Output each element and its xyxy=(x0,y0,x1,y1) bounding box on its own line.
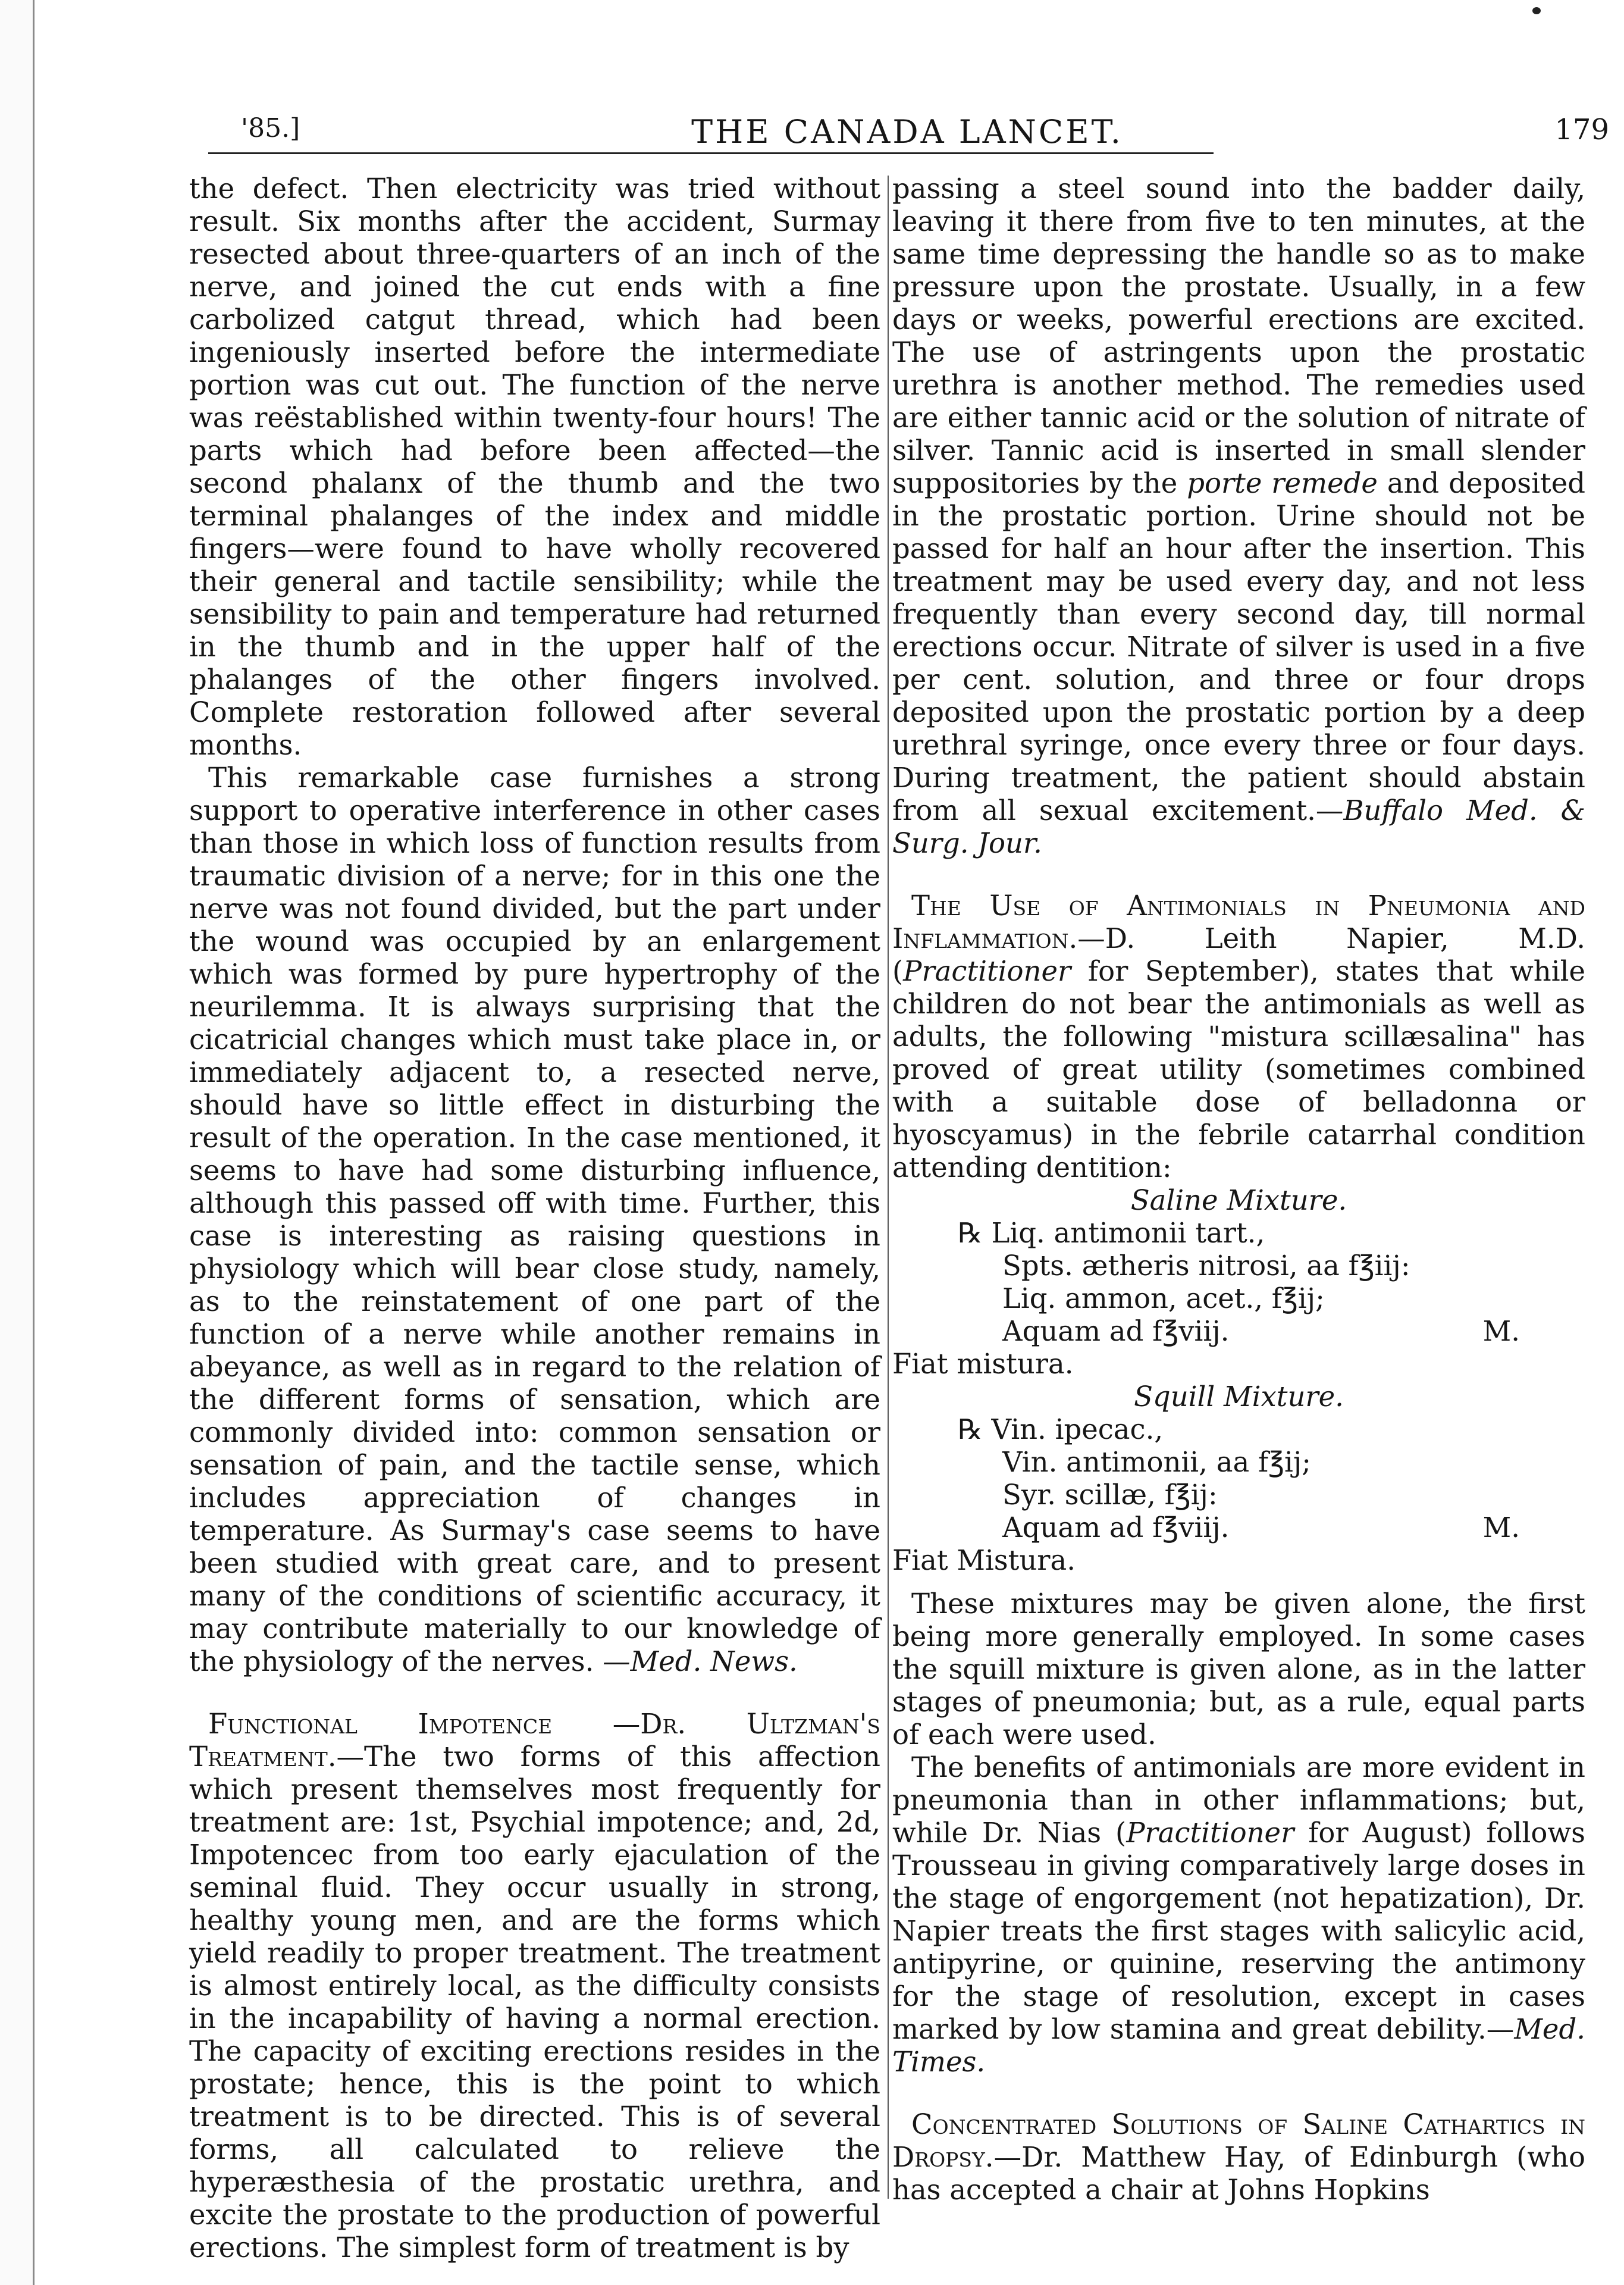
section-paragraph xyxy=(892,2108,1585,2206)
source-citation: Med. Times. xyxy=(892,2013,1585,2078)
journal-title: THE CANADA LANCET. xyxy=(691,113,1123,151)
section-heading: The Use of Antimonials in Pneumonia and Inflammation. xyxy=(892,890,1585,954)
recipe-line: Liq. ammon, acet., f℥ij; xyxy=(1002,1282,1325,1314)
paragraph-text: and deposited in the prostatic portion. Urine should not be passed for half an hour after the insertion. This treatment may be used every day, and not less frequently than every second day, till normal erections occur. Nitrate of silver is used in a five per cent. solution, and three or four drops deposited upon the prostatic portion by a deep urethral syringe, once every three or four days. During treatment, the patient should abstain from all sexual excitement.— xyxy=(892,467,1585,827)
recipe-fiat: Fiat mistura. xyxy=(892,1348,1074,1380)
paragraph-text: passing a steel sound into the badder daily, leaving it there from five to ten minutes, at the same time depressing the handle so as to make pressure upon the prostate. Usually, in a few days or weeks, powerful erections are excited. The use of astringents upon the prostatic urethra is another method. The remedies used are either tannic acid or the solution of nitrate of silver. Tannic acid is inserted in small slender suppositories by the xyxy=(892,173,1585,499)
paragraph-text: —Dr. Matthew Hay, of Edinburgh (who has accepted a chair at Johns Hopkins xyxy=(892,2141,1585,2206)
paragraph: These mixtures may be given alone, the first being more generally employed. In some cases the squill mixture is given alone, as in the latter stages of pneumonia; but, as a rule, equal parts of each were used. xyxy=(892,1588,1585,1751)
source-citation: Buffalo Med. & Surg. Jour. xyxy=(892,794,1585,859)
right-column xyxy=(892,173,1585,2237)
squill-recipe xyxy=(958,1413,1585,1544)
column-divider xyxy=(888,176,889,2199)
paragraph: the defect. Then electricity was tried without result. Six months after the accident, Surmay resected about three-quarters of an inch of the nerve, and joined the cut ends with a fine carbolized catgut thread, which had been ingeniously inserted before the intermediate portion was cut out. The function of the nerve was reëstablished within twenty-four hours! The parts which had before been affected—the second phalanx of the thumb and the two terminal phalanges of the index and middle fingers—were found to have wholly recovered their general and tactile sensibility; while the sensibility to pain and temperature had returned in the thumb and in the upper half of the phalanges of the other fingers involved. Complete restoration followed after several months. xyxy=(189,173,880,761)
italic-term: Practitioner xyxy=(903,955,1071,987)
paragraph-text: —The two forms of this affection which present themselves most frequently for treatment are: 1st, Psychial impotence; and, 2d, Impotencec from too early ejaculation of the seminal fluid. They occur usually in strong, healthy young men, and are the forms which yield readily to proper treatment. The treatment is almost entirely local, as the difficulty consists in the incapability of having a normal erection. The capacity of exciting erections resides in the prostate; hence, this is the point to which treatment is to be directed. This is of several forms, all calculated to relieve the hyperæsthesia of the prostatic urethra, and excite the prostate to the production of powerful erections. The simplest form of treatment is by xyxy=(189,1741,880,2264)
recipe-line: ℞ Vin. ipecac., xyxy=(958,1413,1164,1445)
section-heading: Concentrated Solutions of Saline Cathartics in Dropsy. xyxy=(892,2108,1585,2173)
italic-term: porte remede xyxy=(1187,467,1378,499)
paragraph-text: The benefits of antimonials are more evident in pneumonia than in other inflammations; but, while Dr. Nias ( xyxy=(892,1751,1585,1849)
header-year: '85.] xyxy=(241,113,300,143)
paragraph xyxy=(892,173,1585,860)
paragraph xyxy=(892,1751,1585,2079)
recipe-title: Squill Mixture. xyxy=(1134,1381,1344,1413)
paragraph-text: for August) follows Trousseau in giving comparatively large doses in the stage of engorgement (not hepatization), Dr. Napier treats the first stages with salicylic acid, antipyrine, or quinine, reserving the antimony for the stage of resolution, except in cases marked by low stamina and great debility.— xyxy=(892,1817,1585,2045)
page-binding-edge xyxy=(0,0,35,2285)
page-number: 179 xyxy=(1554,113,1609,146)
saline-recipe xyxy=(958,1217,1585,1348)
paragraph-text: This remarkable case furnishes a strong support to operative interference in other cases than those in which loss of function results from traumatic division of a nerve; for in this one the nerve was not found divided, but the part under the wound was occupied by an enlargement which was formed by pure hypertrophy of the neurilemma. It is always surprising that the cicatricial changes which must take place in, or immediately adjacent to, a resected nerve, should have so little effect in disturbing the result of the operation. In the case mentioned, it seems to have had some disturbing influence, although this passed off with time. Further, this case is interesting as raising questions in physiology which will bear close study, namely, as to the reinstatement of one part of the function of a nerve while another remains in abeyance, as well as in regard to the relation of the different forms of sensation, which are commonly divided into: common sensation or sensation of pain, and the tactile sense, which includes appreciation of changes in temperature. As Surmay's case seems to have been studied with great care, and to present many of the conditions of scientific accuracy, it may contribute materially to our knowledge of the physiology of the nerves. xyxy=(189,762,880,1677)
recipe-line: Spts. ætheris nitrosi, aa f℥iij: xyxy=(1002,1250,1410,1282)
italic-term: Practitioner xyxy=(1126,1817,1294,1849)
recipe-title: Saline Mixture. xyxy=(1130,1184,1347,1216)
left-column xyxy=(189,173,880,2264)
source-citation: Med. News. xyxy=(630,1645,798,1677)
paragraph-text: for September), states that while children do not bear the antimonials as well as adults, the following "mistura scillæsalina" has proved of great utility (sometimes combined with a suitable dose of belladonna or hyoscyamus) in the febrile catarrhal condition attending dentition: xyxy=(892,955,1585,1184)
recipe-line: ℞ Liq. antimonii tart., xyxy=(958,1217,1265,1249)
recipe-line: Syr. scillæ, f℥ij: xyxy=(1002,1479,1218,1511)
section-paragraph xyxy=(189,1708,880,2264)
recipe-line: Vin. antimonii, aa f℥ij; xyxy=(1002,1446,1311,1478)
section-heading: Functional Impotence —Dr. Ultzman's Treatment. xyxy=(189,1708,880,1773)
recipe-fiat: Fiat Mistura. xyxy=(892,1544,1076,1576)
corner-mark xyxy=(1532,7,1541,14)
recipe-line-last: Aquam ad f℥viij. M. xyxy=(1002,1315,1520,1347)
page-header xyxy=(205,113,1609,167)
paragraph-text: —D. Leith Napier, M.D. ( xyxy=(892,922,1585,987)
header-rule xyxy=(208,152,1214,154)
recipe-misce: M. xyxy=(1482,1511,1520,1544)
recipe-line-last: Aquam ad f℥viij. M. xyxy=(1002,1511,1520,1544)
section-paragraph xyxy=(892,890,1585,1184)
recipe-misce: M. xyxy=(1482,1315,1520,1347)
paragraph: This remarkable case furnishes a strong support to operative interference in other cases than those in which loss of function results from traumatic division of a nerve; for in this one the nerve was not found divided, but the part under the wound was occupied by an enlargement which was formed by pure hypertrophy of the neurilemma. It is always surprising that the cicatricial changes which must take place in, or immediately adjacent to, a resected nerve, should have so little effect in disturbing the result of the operation. In the case mentioned, it seems to have had some disturbing influence, although this passed off with time. Further, this case is interesting as raising questions in physiology which will bear close study, namely, as to the reinstatement of one part of the function of a nerve while another remains in abeyance, as well as in regard to the relation of the different forms of sensation, which are commonly divided into: common sensation or sensation of pain, and the tactile sense, which includes appreciation of changes in temperature. As Surmay's case seems to have been studied with great care, and to present many of the conditions of scientific accuracy, it may contribute materially to our knowledge of the physiology of the nerves. —Med. News. xyxy=(189,762,880,1677)
